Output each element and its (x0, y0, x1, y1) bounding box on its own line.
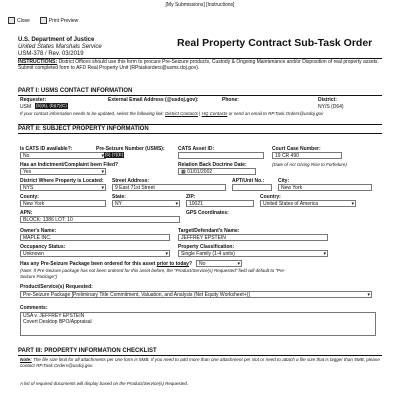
toolbar (8, 17, 78, 24)
hq-contacts-link[interactable]: HQ Contacts (201, 111, 228, 116)
apn-label: APN: (20, 210, 33, 216)
email-label: External Email Address (@usdoj.gov): (108, 97, 199, 103)
form-number: USM-378 / Rev. 03/2019 (18, 51, 84, 57)
top-navigation[interactable]: [My Submissions] [Instructions] (165, 2, 235, 8)
state-select[interactable]: NY ▾ (112, 200, 180, 207)
gps-label: GPS Coordinates: (186, 210, 229, 216)
contact-update-note: If your contact information needs to be updated, select the following link: District Contacts | HQ Contacts or send an email to RP.Task.Orders@usdoj.gov (20, 111, 324, 116)
occupancy-label: Occupancy Status: (20, 244, 66, 250)
agency-service: United States Marshals Service (18, 44, 102, 50)
apt-unit-input[interactable] (232, 184, 272, 191)
cats-id-select[interactable]: No ▾ (20, 152, 106, 159)
divider (18, 124, 382, 125)
redaction-requester: (b)(6), (b)(7)(C) (36, 103, 67, 108)
preseizure-number-label: Pre-Seizure Number (USMS): (96, 146, 165, 152)
products-select[interactable]: Pre-Seizure Package [Preliminary Title Commitment, Valuation, and Analysis (Net Equity Worksheet+)] ▾ (20, 291, 372, 298)
relation-back-date-input[interactable]: ▦ 01/01/2002 (178, 168, 256, 175)
zip-input[interactable]: 10021 (186, 200, 254, 207)
owner-name-label: Owner's Name: (20, 228, 57, 234)
occupancy-select[interactable]: Unknown ▾ (20, 250, 170, 257)
owner-name-input[interactable]: MAPLE INC. (20, 234, 170, 241)
attachment-note: Note: The file size limit for all attachments per one form is 5MB. If you need to add more than one attachment per slot or need to attach a file size that is bigger than 5MB, please contact RP.Task.Orders@usdoj.gov. (20, 357, 380, 368)
city-input[interactable]: New York (278, 184, 372, 191)
part2-title: PART II: SUBJECT PROPERTY INFORMATION (18, 126, 149, 132)
print-preview-button[interactable]: Print Preview (40, 17, 78, 24)
divider (18, 355, 382, 356)
redaction-preseizure-number: (b) (7)(E) (105, 152, 124, 157)
phone-label: Phone: (222, 97, 239, 103)
form-title: Real Property Contract Sub-Task Order (177, 37, 373, 49)
court-case-label: Court Case Number: (272, 146, 321, 152)
district-location-label: District Where Property is Located: (20, 178, 104, 184)
street-address-label: Street Address: (112, 178, 150, 184)
part3-title: PART III: PROPERTY INFORMATION CHECKLIST (18, 348, 157, 354)
district-label: District: (318, 97, 337, 103)
city-label: City: (278, 178, 290, 184)
relation-back-note: (Date of Act Giving Rise to Forfeiture) (272, 162, 347, 167)
country-select[interactable]: United States of America ▾ (260, 200, 356, 207)
cats-id-label: Is CATS ID available?: (20, 146, 73, 152)
close-button[interactable]: Close (8, 17, 30, 24)
apn-input[interactable]: BLOCK: 1386 LOT: 10 (20, 216, 180, 223)
comments-textarea[interactable]: USA v. JEFFREY EPSTEIN Covert Desktop BPO/Appraisal (20, 312, 376, 336)
divider (18, 95, 382, 96)
country-label: Country: (260, 194, 281, 200)
cats-asset-id-input[interactable] (178, 152, 264, 159)
target-name-label: Target/Defendant's Name: (178, 228, 240, 234)
indictment-select[interactable]: Yes ▾ (20, 168, 106, 175)
classification-select[interactable]: Single Family (1-4 units) ▾ (178, 250, 328, 257)
divider (18, 133, 382, 134)
district-location-select[interactable]: NYS ▾ (20, 184, 106, 191)
county-label: County: (20, 194, 39, 200)
district-contacts-link[interactable]: District Contacts (165, 111, 198, 116)
instructions: INSTRUCTIONS: District Offices should use this form to procure Pre-Seizure products, Custody & Ongoing Maintenance and/or Disposition of real property assets. Submit completed form to AFD Real Property Unit (RPtaskorders@usms.doj.gov). (18, 59, 379, 71)
indictment-label: Has an Indictment/Complaint been Filed? (20, 162, 119, 168)
state-label: State: (112, 194, 126, 200)
comments-label: Comments: (20, 305, 48, 311)
close-icon (8, 17, 15, 24)
requester-label: Requester: (20, 97, 47, 103)
requester-value: USM (20, 104, 32, 110)
preseizure-package-note: (Note: If Pre-Seizure package has not been ordered for this asset before, the "Product/Service(s) Requested" field will default to "Pre-Seizure Package") (20, 268, 286, 279)
document-list-note: A list of required documents will display based on the Product/Service(s) Requested. (20, 381, 189, 386)
preseizure-package-question: Has any Pre-Seizure Package been ordered for this asset prior to today? (20, 261, 193, 267)
apt-unit-label: APT/Unit No.: (232, 178, 265, 184)
calendar-icon: ▦ (181, 169, 188, 175)
relation-back-label: Relation Back Doctrine Date: (178, 162, 247, 168)
agency-block (18, 37, 102, 58)
agency-department: U.S. Department of Justice (18, 37, 95, 43)
preseizure-package-select[interactable]: No ▾ (196, 260, 242, 267)
street-address-input[interactable]: 9 East 71st Street (112, 184, 226, 191)
court-case-input[interactable]: 19 CR 490 (272, 152, 342, 159)
products-label: Product/Service(s) Requested: (20, 284, 93, 290)
classification-label: Property Classification: (178, 244, 235, 250)
printer-icon (40, 17, 47, 24)
district-value: NY/S (D64) (318, 104, 344, 110)
zip-label: ZIP: (186, 194, 196, 200)
county-input[interactable]: New York (20, 200, 106, 207)
cats-asset-id-label: CATS Asset ID: (178, 146, 215, 152)
part1-title: PART I: USMS CONTACT INFORMATION (18, 88, 133, 94)
target-name-input[interactable]: JEFFREY EPSTEIN (178, 234, 328, 241)
